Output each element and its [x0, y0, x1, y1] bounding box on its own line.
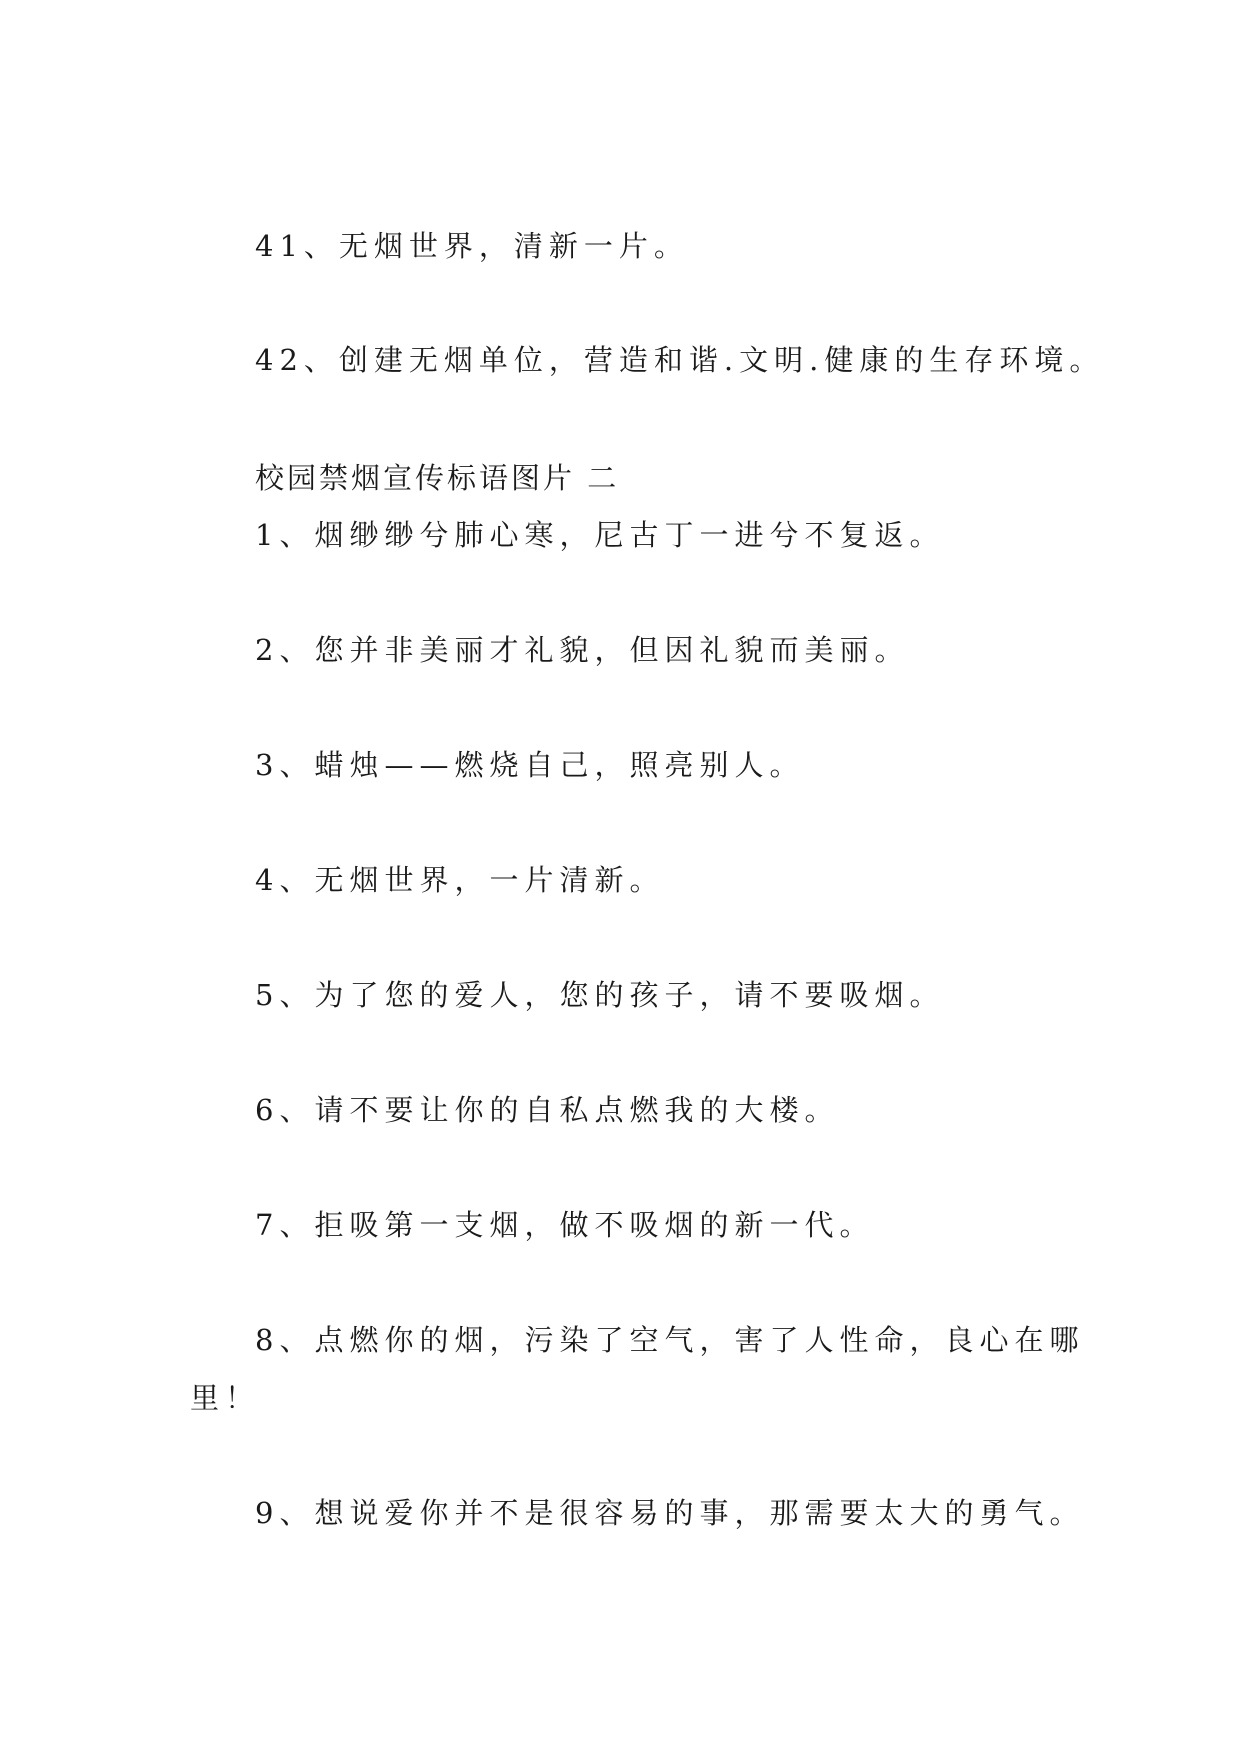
slogan-5: 5、为了您的爱人，您的孩子，请不要吸烟。: [255, 978, 945, 1012]
slogan-3: 3、蜡烛——燃烧自己，照亮别人。: [255, 748, 805, 782]
section-heading: 校园禁烟宣传标语图片 二: [255, 461, 620, 495]
slogan-2: 2、您并非美丽才礼貌，但因礼貌而美丽。: [255, 633, 910, 667]
slogan-41: 41、无烟世界，清新一片。: [255, 229, 689, 263]
slogan-42: 42、创建无烟单位，营造和谐.文明.健康的生存环境。: [255, 343, 1105, 377]
slogan-6: 6、请不要让你的自私点燃我的大楼。: [255, 1093, 840, 1127]
slogan-8: 8、点燃你的烟，污染了空气，害了人性命，良心在哪: [255, 1323, 1085, 1357]
slogan-9: 9、想说爱你并不是很容易的事，那需要太大的勇气。: [255, 1496, 1085, 1530]
slogan-4: 4、无烟世界，一片清新。: [255, 863, 665, 897]
slogan-8-continuation: 里！: [190, 1381, 261, 1415]
slogan-7: 7、拒吸第一支烟，做不吸烟的新一代。: [255, 1208, 875, 1242]
slogan-1: 1、烟缈缈兮肺心寒，尼古丁一进兮不复返。: [255, 518, 945, 552]
